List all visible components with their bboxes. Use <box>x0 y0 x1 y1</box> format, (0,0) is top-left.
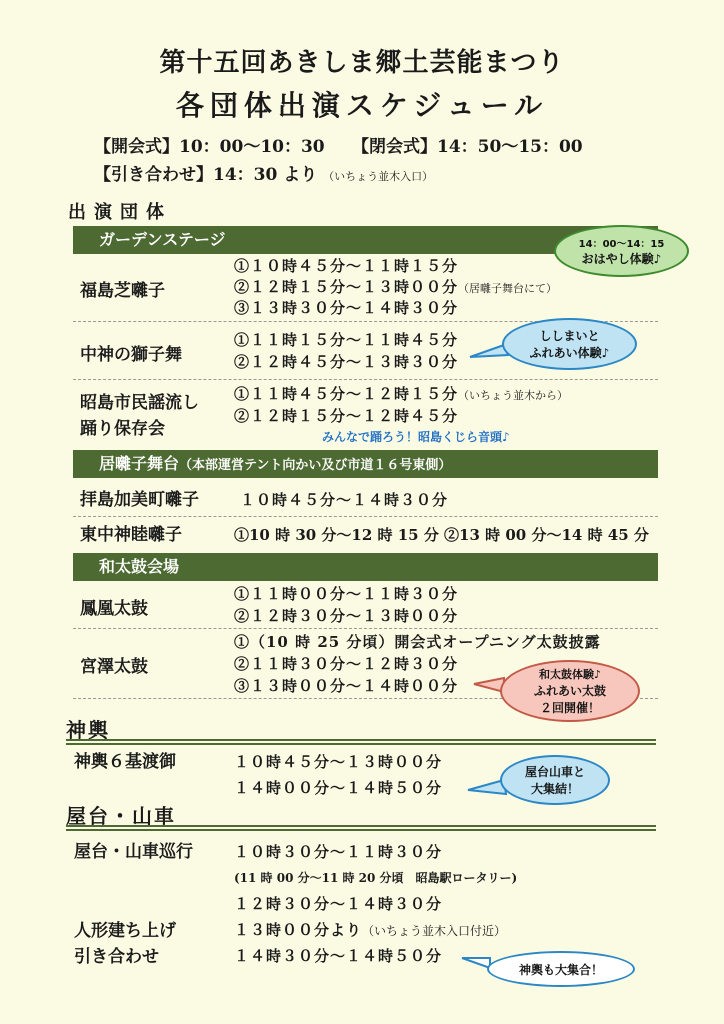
time-slot: ②１２時４５分～１３時３０分 <box>234 353 459 371</box>
time-slot: １４時００分～１４時５０分 <box>234 779 443 797</box>
yatai-name: 屋台・山車巡行 <box>74 842 193 862</box>
time-slot: ③１３時３０分～１４時３０分 <box>234 299 459 317</box>
time-slot: ②１１時３０分～１２時３０分 <box>234 655 459 673</box>
ningyo-name-line1: 人形建ち上げ <box>74 921 176 941</box>
garden-stage-heading: ガーデンステージ <box>73 226 658 254</box>
group-name-miyazawa: 宮澤太鼓 <box>80 657 148 677</box>
time-slot: １０時３０分～１１時３０分 <box>234 843 443 861</box>
mikoshi-name: 神輿６基渡御 <box>74 752 176 772</box>
wadaiko-heading: 和太鼓会場 <box>73 553 658 581</box>
time-slot: １２時３０分～１４時３０分 <box>234 895 443 913</box>
time-slot: ①１１時１５分～１１時４５分 <box>234 331 459 349</box>
time-slot: ①（10 時 25 分頃）開会式オープニング太鼓披露 <box>234 633 601 651</box>
time-slot: ③１３時００分～１４時００分 <box>234 677 459 695</box>
time-slot: １４時３０分～１４時５０分 <box>234 947 443 965</box>
kujira-ondo-note: みんなで踊ろう！昭島くじら音頭♪ <box>322 430 510 444</box>
yatai-rule <box>66 825 656 831</box>
group-name-haijima: 拝島加美町囃子 <box>80 490 199 510</box>
mikoshi-bubble: 神輿も大集合！ <box>487 951 635 987</box>
meeting-place: （いちょう並木入口） <box>323 170 434 183</box>
group-name-higashinakagami: 東中神睦囃子 <box>80 525 182 545</box>
meeting-time: 【引き合わせ】14：30 より <box>94 165 318 185</box>
page-subtitle: 各団体出演スケジュール <box>175 89 549 122</box>
opening-ceremony: 【開会式】10：00～10：30 <box>94 137 325 157</box>
yatai-heading: 屋台・山車 <box>66 804 176 828</box>
page-title: 第十五回あきしま郷土芸能まつり <box>159 48 565 78</box>
mikoshi-rule <box>66 739 656 745</box>
group-name-houou: 鳳凰太鼓 <box>80 599 148 619</box>
time-slot: ①１０時４５分～１１時１５分 <box>234 257 459 275</box>
time-slot: ②１２時１５分～１３時００分（居囃子舞台にて） <box>234 278 558 296</box>
time-slot-note: (11 時 00 分～11 時 20 分頃 昭島駅ロータリー) <box>234 871 518 885</box>
time-slot: ①１１時００分～１１時３０分 <box>234 585 459 603</box>
divider <box>73 379 658 380</box>
taiko-bubble: 和太鼓体験♪ ふれあい太鼓 ２回開催！ <box>500 660 640 722</box>
time-slot: １０時４５分～１３時００分 <box>234 753 443 771</box>
mikoshi-heading: 神輿 <box>66 718 110 742</box>
yatai-bubble: 屋台山車と 大集結！ <box>500 755 610 805</box>
group-name-minyo-line2: 踊り保存会 <box>80 419 165 439</box>
time-slot: ①１１時４５分～１２時１５分（いちょう並木から） <box>234 385 569 403</box>
ohayashi-bubble: 14：00～14：15 おはやし体験♪ <box>554 225 689 277</box>
time-slot: １３時００分より（いちょう並木入口付近） <box>234 921 507 939</box>
meeting-info <box>94 160 433 185</box>
group-name-nakagami: 中神の獅子舞 <box>80 345 182 365</box>
time-slot: ②１２時１５分～１２時４５分 <box>234 407 459 425</box>
group-name-minyo-line1: 昭島市民謡流し <box>80 393 199 413</box>
time-slot: ①10 時 30 分～12 時 15 分 ②13 時 00 分～14 時 45 分 <box>234 526 649 544</box>
ningyo-name-line2: 引き合わせ <box>74 947 159 967</box>
divider <box>73 516 658 517</box>
section-label: 出演団体 <box>68 202 172 223</box>
shishi-bubble: ししまいと ふれあい体験♪ <box>502 318 637 370</box>
time-slot: ②１２時３０分～１３時００分 <box>234 607 459 625</box>
group-name-fukushima: 福島芝囃子 <box>80 281 165 301</box>
closing-ceremony: 【閉会式】14：50～15：00 <box>352 137 583 157</box>
divider <box>73 628 658 629</box>
ibayashi-stage-heading: 居囃子舞台（本部運営テント向かい及び市道１６号東側） <box>73 450 658 478</box>
time-slot: １０時４５分～１４時３０分 <box>240 491 449 509</box>
